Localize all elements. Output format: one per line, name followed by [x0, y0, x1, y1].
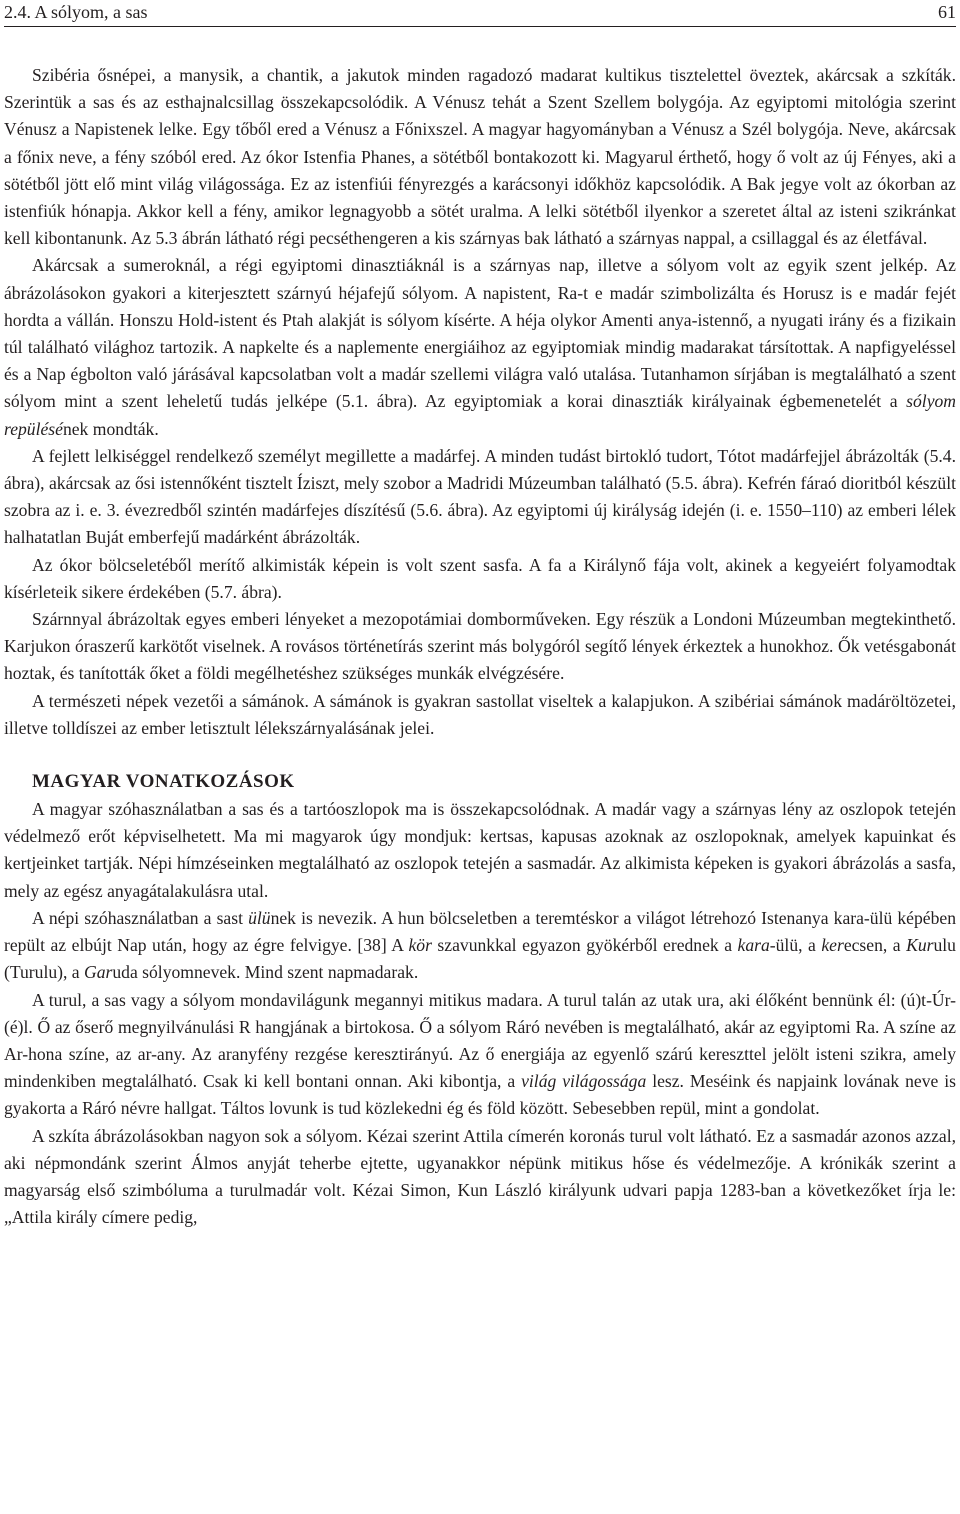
- italic-phrase: sólyom repülésé: [4, 391, 956, 439]
- intro-paragraph: [4, 62, 956, 252]
- hungarian-paragraph: [4, 1123, 956, 1232]
- intro-paragraph: [4, 606, 956, 688]
- italic-phrase: Gar: [84, 962, 113, 983]
- italic-phrase: kara: [737, 935, 770, 956]
- italic-phrase: Kur: [906, 935, 934, 956]
- intro-paragraph: [4, 688, 956, 742]
- text-run: A turul, a sas vagy a sólyom mondavilágunk megannyi mitikus madara. A turul talán az utak ura, aki élőként bennünk él: (ú)t-Úr-(é)l. Ő az őserő megnyilvánulási R hangjának a birtokosa. Ő a sólyom Ráró nevében is megtalálható, akár az egyiptomi Ra. A színe az Ar-hona színe, az ar-any. Az aranyfény rezgése keresztirányú. Az ő energiája az egyenlő szárú kereszttel jelölt isteni szikra, amely mindenkiben megtalálható. Csak ki kell bontani onnan. Aki kibontja, a: [4, 989, 956, 1092]
- text-block-intro: [4, 62, 956, 742]
- text-run: uda sólyomnevek. Mind szent napmadarak.: [112, 962, 419, 983]
- italic-phrase: kör: [408, 935, 432, 956]
- text-run: A magyar szóhasználatban a sas és a tartóoszlopok ma is összekapcsolódnak. A madár vagy a szárnyas lény az oszlopok tetején védelmező erőt képviselhetett. Ma mi magyarok úgy mondjuk: kertsas, kapusas azoknak az oszlopoknak, amelyek kapuinkat és kertjeinket tartják. Népi hímzéseinken megtalálható az oszlopok tetején a sasmadár. Az alkimista képeken is gyakori ábrázolás a sasfa, mely az egész anyagátalakulásra utal.: [4, 799, 956, 901]
- italic-phrase: világ világossága: [521, 1071, 647, 1092]
- text-run: Az ókor bölcseletéből merítő alkimisták képein is volt szent sasfa. A fa a Királynő fája volt, akinek a kegyeiért folyamodtak kísérleteik sikere érdekében (5.7. ábra).: [4, 554, 956, 602]
- text-run: szavunkkal egyazon gyökérből erednek a: [431, 935, 738, 956]
- text-block-hungarian: [4, 796, 956, 1231]
- hungarian-paragraph: [4, 796, 956, 905]
- section-title: 2.4. A sólyom, a sas: [4, 2, 148, 22]
- italic-phrase: ülü: [248, 907, 271, 928]
- text-run: Szibéria ősnépei, a manysik, a chantik, a jakutok minden ragadozó madarat kultikus tisztelettel öveztek, akárcsak a szkíták. Szerintük a sas és az esthajnalcsillag összekapcsolódik. A Vénusz tehát a Szent Szellem bolygója. Az egyiptomi mitológia szerint Vénusz a Napistenek lelke. Egy tőből ered a Vénusz a Főnixszel. A magyar hagyományban a Vénusz a Szél bolygója. Neve, akárcsak a főnix neve, a fény szóból ered. Az ókor Istenfia Phanes, a sötétből bontakozott ki. Magyarul érthető, hogy ő volt az új Fényes, aki a sötétből jött elő mint világ világossága. Ez az istenfiúi fényrezgés a karácsonyi időkhöz kapcsolódik. A Bak jegye volt az ókorban az istenfiúk hónapja. Akkor kell a fény, amikor legnagyobb a sötét uralma. A lelki sötétből ilyenkor a szeretet által az isteni szikránkat kell kibontanunk. Az 5.3 ábrán látható régi pecséthengeren a kis szárnyas bak látható a szárnyas nappal, a csillaggal és az életfával.: [4, 65, 956, 249]
- text-run: Szárnnyal ábrázoltak egyes emberi lényeket a mezopotámiai domborműveken. Egy részük a Londoni Múzeumban megtekinthető. Karjukon óraszerű karkötőt viselnek. A rovásos történetírás szerint más bolygóról segítő lények érkeztek a hunokhoz. Ők vetésgabonát hoztak, és tanították őket a földi megélhetéshez szükséges munkák elvégzésére.: [4, 609, 956, 684]
- text-run: A természeti népek vezetői a sámánok. A sámánok is gyakran sastollat viseltek a kalapjukon. A szibériai sámánok madáröltözetei, illetve tolldíszei az ember letisztult lélekszárnyalásának jelei.: [4, 690, 956, 738]
- running-header: [4, 0, 956, 27]
- page-number: 61: [938, 2, 956, 22]
- text-run: A népi szóhasználatban a sast: [32, 907, 249, 928]
- intro-paragraph: [4, 552, 956, 606]
- text-run: ecsen, a: [843, 935, 907, 956]
- hungarian-paragraph: [4, 987, 956, 1123]
- text-run: A szkíta ábrázolásokban nagyon sok a sólyom. Kézai szerint Attila címerén koronás turul volt látható. Ez a sasmadár azonos azzal, aki népmondánk szerint Álmos anyját teherbe ejtette, ugyanakkor népünk mitikus hőse és védelmezője. A krónikák szerint a magyarság első szimbóluma a turulmadár volt. Kézai Simon, Kun László királyunk udvari papja 1283-ban a következőket írja le: „Attila király címere pedig,: [4, 1125, 956, 1228]
- intro-paragraph: [4, 443, 956, 552]
- hungarian-paragraph: [4, 905, 956, 987]
- section-heading: MAGYAR VONATKOZÁSOK: [32, 771, 295, 793]
- intro-paragraph: [4, 252, 956, 442]
- text-run: lesz. Meséink és napjaink lovának neve is gyakorta a Ráró névre hallgat. Táltos lovunk is tud közlekedni ég és föld között. Sebesebben repül, mint a gondolat.: [4, 1071, 956, 1119]
- page-body: [4, 62, 956, 1231]
- text-run: ulu (Turulu), a: [4, 935, 956, 983]
- text-run: Akárcsak a sumeroknál, a régi egyiptomi dinasztiáknál is a szárnyas nap, illetve a sólyom volt az egyik szent jelkép. Az ábrázolásokon gyakori a kiterjesztett szárnyú héjafejű sólyom. A napistent, Ra-t e madár szimbolizálta és Horusz is e madár fejét hordta a vállán. Honszu Hold-istent és Ptah alakját is sólyom kísérte. A héja olykor Amenti anya-istennő, a nyugati irány és a fizikain túl található világhoz tartozik. A napkelte és a naplemente energiáihoz az egyiptomiak mindig madarakat társítottak. A napfigyeléssel és a Nap égbolton való járásával kapcsolatban volt a madár szellemi világra való utalása. Tutanhamon sírjában is megtalálható a szent sólyom mint a szent leheletű tudás jelképe (5.1. ábra). Az egyiptomiak a korai dinasztiák királyainak égbemenetelét a: [4, 255, 956, 412]
- text-run: nek mondták.: [62, 418, 159, 439]
- italic-phrase: ker: [821, 935, 844, 956]
- text-run: nek is nevezik. A hun bölcseletben a teremtéskor a világot létrehozó Istenanya kara-ülü képében repült az elbújt Nap után, hogy az égre felvigye. [38] A: [4, 907, 956, 956]
- text-run: A fejlett lelkiséggel rendelkező személyt megillette a madárfej. A minden tudást birtokló tudort, Tótot madárfejjel ábrázolták (5.4. ábra), akárcsak az ősi istennőként tisztelt Íziszt, mely szobor a Madridi Múzeumban található (5.5. ábra). Kefrén fáraó dioritból készült szobra az i. e. 3. évezredből szintén madárfejes díszítésű (5.6. ábra). Az egyiptomi új királyság idején (i. e. 1550–110) az emberi lélek halhatatlan Buját emberfejű madárként ábrázolták.: [4, 445, 956, 548]
- text-run: -ülü, a: [769, 935, 822, 956]
